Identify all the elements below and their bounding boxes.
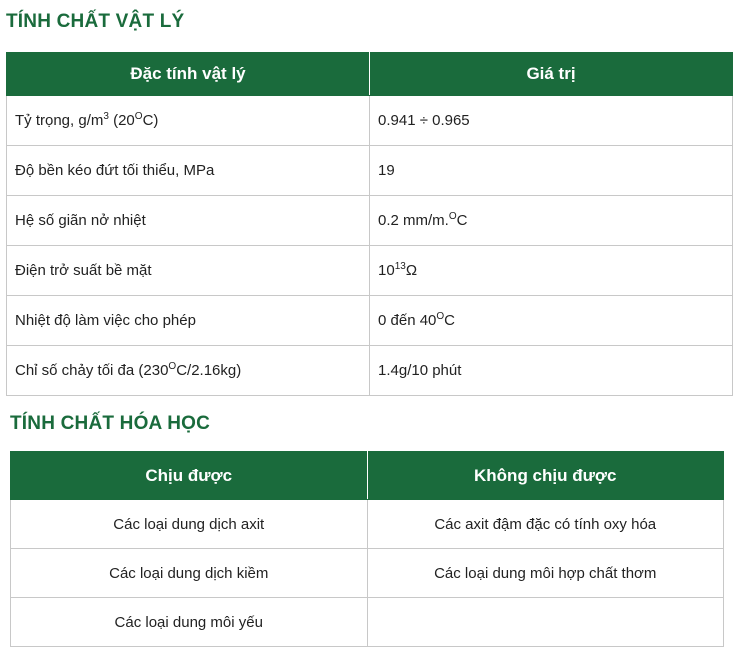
property-cell xyxy=(7,346,370,396)
superscript: 3 xyxy=(103,111,109,122)
resistant-cell: Các loại dung dịch axit xyxy=(11,500,368,549)
value-cell xyxy=(370,246,733,296)
property-text: Chỉ số chảy tối đa (230 xyxy=(15,362,169,379)
property-text: C/2.16kg) xyxy=(176,362,242,379)
not-resistant-cell: Các loại dung môi hợp chất thơm xyxy=(367,549,724,598)
resistant-cell: Các loại dung môi yếu xyxy=(11,598,368,647)
resistant-cell: Các loại dung dịch kiềm xyxy=(11,549,368,598)
value-cell: 0.941 ÷ 0.965 xyxy=(370,96,733,146)
value-cell: 1.4g/10 phút xyxy=(370,346,733,396)
property-text: Tỷ trọng, g/m xyxy=(15,112,104,129)
table-row xyxy=(7,346,733,396)
not-resistant-cell xyxy=(367,598,724,647)
value-text: 10 xyxy=(378,262,395,279)
table-row xyxy=(7,296,733,346)
value-text: 0 đến 40 xyxy=(378,312,437,329)
property-text: (20 xyxy=(108,112,135,129)
property-cell: Độ bền kéo đứt tối thiểu, MPa xyxy=(7,146,370,196)
column-header-not-resistant: Không chịu được xyxy=(367,452,724,500)
degree-superscript: O xyxy=(168,361,177,372)
chemical-properties-table xyxy=(10,451,724,647)
column-header-resistant: Chịu được xyxy=(11,452,368,500)
value-cell: 19 xyxy=(370,146,733,196)
degree-superscript: O xyxy=(436,311,445,322)
value-text: Ω xyxy=(405,262,418,279)
value-cell xyxy=(370,296,733,346)
table-row xyxy=(7,96,733,146)
property-cell: Nhiệt độ làm việc cho phép xyxy=(7,296,370,346)
table-row xyxy=(7,146,733,196)
not-resistant-cell: Các axit đậm đặc có tính oxy hóa xyxy=(367,500,724,549)
property-cell xyxy=(7,96,370,146)
column-header-value: Giá trị xyxy=(370,53,733,96)
property-text: C) xyxy=(142,112,159,129)
chemical-properties-title: TÍNH CHẤT HÓA HỌC xyxy=(10,413,211,434)
physical-properties-table xyxy=(6,52,733,396)
table-header-row xyxy=(11,452,724,500)
value-cell xyxy=(370,196,733,246)
degree-superscript: O xyxy=(448,211,457,222)
value-text: C xyxy=(444,312,456,329)
table-row xyxy=(7,246,733,296)
value-text: 0.2 mm/m. xyxy=(378,212,449,229)
value-text: C xyxy=(456,212,468,229)
property-cell: Điện trở suất bề mặt xyxy=(7,246,370,296)
table-row xyxy=(7,196,733,246)
table-row xyxy=(11,598,724,647)
exponent-superscript: 13 xyxy=(394,261,406,272)
physical-properties-title: TÍNH CHẤT VẬT LÝ xyxy=(6,11,185,32)
column-header-property: Đặc tính vật lý xyxy=(7,53,370,96)
table-row xyxy=(11,549,724,598)
property-cell: Hệ số giãn nở nhiệt xyxy=(7,196,370,246)
degree-superscript: O xyxy=(134,111,143,122)
table-row xyxy=(11,500,724,549)
table-header-row xyxy=(7,53,733,96)
